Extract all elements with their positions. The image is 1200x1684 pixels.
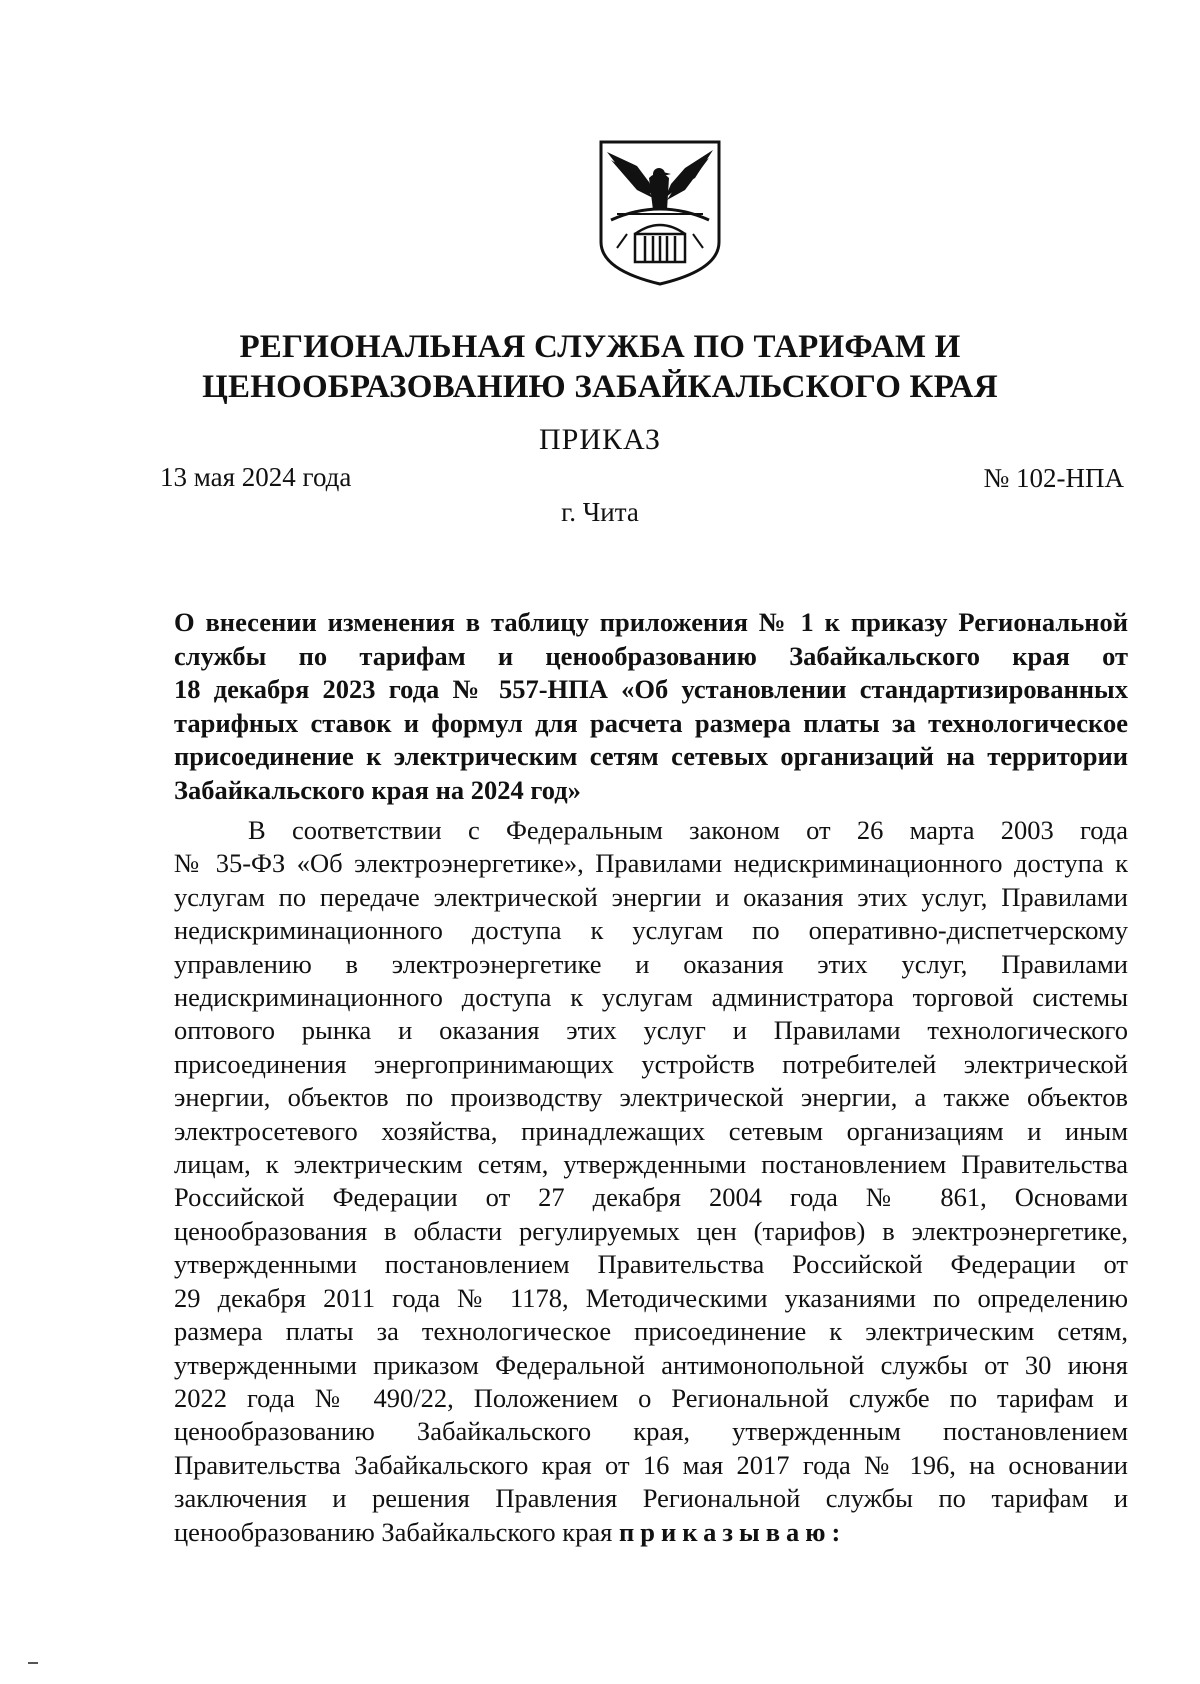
body-line-final [174, 1516, 1128, 1549]
subject-line: Забайкальского края на 2024 год» [174, 774, 581, 805]
body-line-final-text: ценообразованию Забайкальского края [174, 1516, 619, 1547]
order-preamble [174, 814, 1128, 1549]
coat-of-arms-icon [597, 138, 723, 286]
document-number: № 102-НПА [983, 463, 1124, 493]
body-line: В соответствии с Федеральным законом от 26 марта 2003 года [248, 815, 1128, 845]
body-line: управлению в электроэнергетике и оказания этих услуг, Правилами [174, 948, 1128, 979]
scan-artifact [28, 1662, 38, 1664]
body-line: присоединения энергопринимающих устройств потребителей электрической [174, 1048, 1128, 1079]
subject-line: службы по тарифам и ценообразованию Забайкальского края от [174, 640, 1128, 671]
subject-line: О внесении изменения в таблицу приложения № 1 к приказу Региональной [174, 607, 1128, 637]
body-line: оптового рынка и оказания этих услуг и Правилами технологического [174, 1015, 1128, 1046]
subject-line: 18 декабря 2023 года № 557-НПА «Об установлении стандартизированных [174, 674, 1128, 704]
organization-title-line2: ЦЕНООБРАЗОВАНИЮ ЗАБАЙКАЛЬСКОГО КРАЯ [202, 369, 998, 405]
body-line: недискриминационного доступа к услугам по оперативно-диспетчерскому [174, 915, 1128, 946]
subject-line: тарифных ставок и формул для расчета размера платы за технологическое [174, 707, 1128, 738]
body-line: недискриминационного доступа к услугам администратора торговой системы [174, 982, 1128, 1013]
subject-line: присоединение к электрическим сетям сетевых организаций на территории [174, 741, 1128, 771]
organization-title-line1: РЕГИОНАЛЬНАЯ СЛУЖБА ПО ТАРИФАМ И [239, 329, 961, 365]
body-line: ценообразования в области регулируемых цен (тарифов) в электроэнергетике, [174, 1215, 1128, 1246]
body-line: 2022 года № 490/22, Положением о Региональной службе по тарифам и [174, 1382, 1128, 1413]
body-line: лицам, к электрическим сетям, утвержденными постановлением Правительства [174, 1149, 1128, 1180]
document-type: ПРИКАЗ [539, 423, 661, 456]
body-line: Российской Федерации от 27 декабря 2004 года № 861, Основами [174, 1182, 1128, 1213]
order-subject [174, 606, 1128, 807]
body-line: размера платы за технологическое присоединение к электрическим сетям, [174, 1316, 1128, 1347]
document-city: г. Чита [561, 497, 639, 527]
body-line: Правительства Забайкальского края от 16 мая 2017 года № 196, на основании [174, 1449, 1128, 1480]
body-line: энергии, объектов по производству электрической энергии, а также объектов [174, 1082, 1128, 1113]
order-word: приказываю: [618, 1516, 847, 1547]
document-date: 13 мая 2024 года [160, 462, 352, 492]
body-line: услугам по передаче электрической энергии и оказания этих услуг, Правилами [174, 881, 1128, 912]
body-line: электросетевого хозяйства, принадлежащих сетевым организациям и иным [174, 1115, 1128, 1146]
body-line: утвержденными постановлением Правительства Российской Федерации от [174, 1249, 1128, 1280]
body-line: заключения и решения Правления Региональной службы по тарифам и [174, 1483, 1128, 1514]
body-line: № 35-ФЗ «Об электроэнергетике», Правилами недискриминационного доступа к [174, 848, 1128, 879]
body-line: 29 декабря 2011 года № 1178, Методическими указаниями по определению [174, 1282, 1128, 1313]
body-line: утвержденными приказом Федеральной антимонопольной службы от 30 июня [174, 1349, 1128, 1380]
body-line: ценообразованию Забайкальского края, утвержденным постановлением [174, 1416, 1128, 1447]
